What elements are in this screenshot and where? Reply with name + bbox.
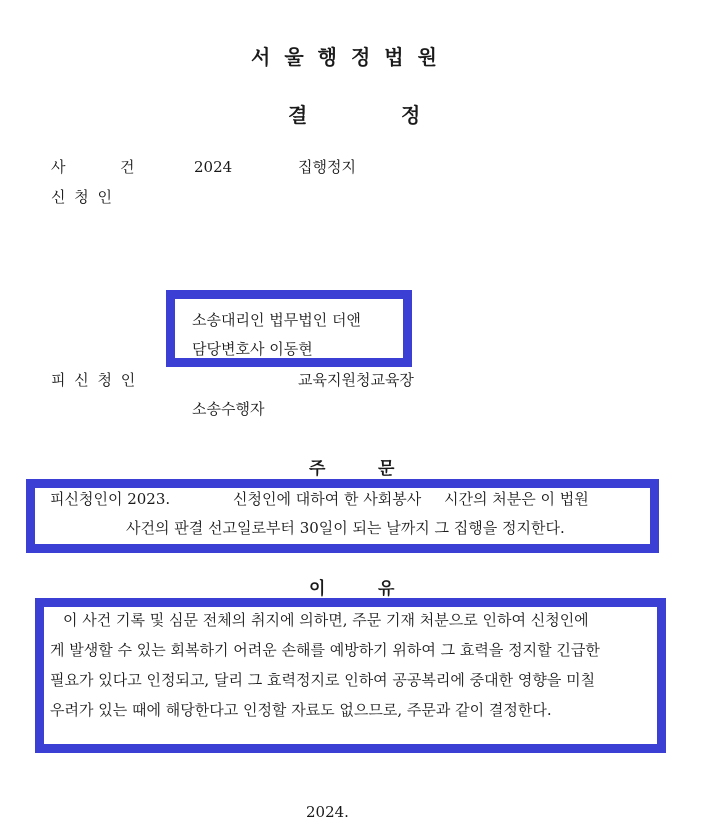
court-name: 서울행정법원	[251, 45, 451, 69]
reason-heading-left: 이	[309, 579, 326, 599]
order-heading-left: 주	[309, 459, 326, 479]
respondent-label: 피 신 청 인	[51, 371, 138, 389]
case-year: 2024	[194, 158, 233, 176]
order-line1-end: 시간의 처분은 이 법원	[444, 490, 589, 508]
respondent-name: 교육지원청교육장	[298, 371, 414, 389]
reason-line: 게 발생할 수 있는 회복하기 어려운 손해를 예방하기 위하여 그 효력을 정지할 긴급한	[50, 641, 600, 659]
reason-paragraph	[50, 605, 600, 725]
reason-line: 필요가 있다고 인정되고, 달리 그 효력정지로 인하여 공공복리에 중대한 영향을 미칠	[50, 671, 596, 689]
document-type-left: 결	[288, 103, 308, 127]
order-heading-right: 문	[378, 459, 395, 479]
reason-line: 우려가 있는 때에 해당한다고 인정할 자료도 없으므로, 주문과 같이 결정한다.	[50, 701, 552, 719]
attorney-firm: 소송대리인 법무법인 더앤	[192, 311, 361, 329]
reason-heading-right: 유	[378, 579, 395, 599]
order-line1-middle: 신청인에 대하여 한 사회봉사	[233, 490, 422, 508]
order-line2: 사건의 판결 선고일로부터 30일이 되는 날까지 그 집행을 정지한다.	[126, 519, 565, 537]
case-name: 집행정지	[298, 158, 356, 176]
case-label-right: 건	[120, 158, 135, 176]
respondent-litigant: 소송수행자	[192, 400, 265, 418]
decision-date: 2024.	[306, 803, 349, 821]
reason-line: 이 사건 기록 및 심문 전체의 취지에 의하면, 주문 기재 처분으로 인하여 신청인에	[63, 611, 589, 629]
case-label-left: 사	[51, 158, 66, 176]
document-type-right: 정	[401, 103, 421, 127]
order-line1-start: 피신청인이 2023.	[50, 490, 171, 508]
applicant-label: 신 청 인	[51, 188, 115, 206]
attorney-lawyer: 담당변호사 이동현	[192, 340, 313, 358]
